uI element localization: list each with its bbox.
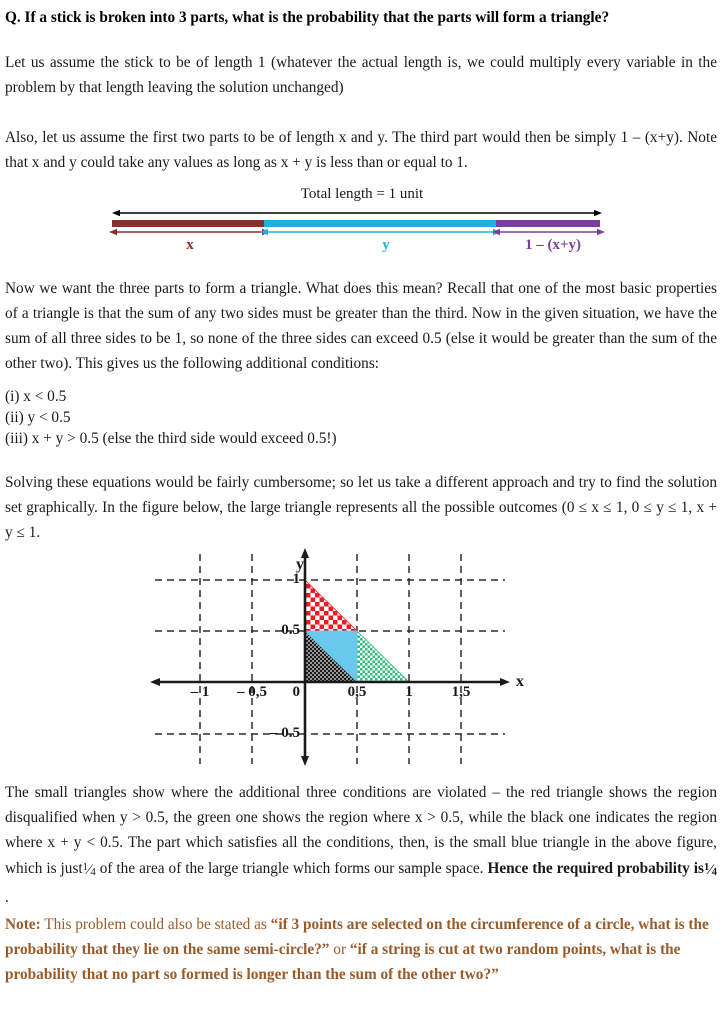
x-tick-label-1: 1 bbox=[405, 684, 413, 700]
paragraph-5-part-2: of the area of the large triangle which forms our sample space. bbox=[99, 860, 484, 877]
paragraph-2: Also, let us assume the first two parts to be of length x and y. The third part would then be simply 1 – (x+y). Note that x and y could take any values as long as x + y is less than or equal to 1. bbox=[5, 129, 717, 171]
note-quote-2: “if a string is cut at two random points, what is the probability that no part so formed is longer than the sum of the other two?” bbox=[5, 941, 681, 983]
region-red-triangle bbox=[305, 580, 357, 631]
fraction-numerator-2: 1 bbox=[704, 862, 710, 873]
paragraph-4-block bbox=[5, 470, 717, 545]
conditions-list bbox=[5, 386, 505, 449]
question-text: Q. If a stick is broken into 3 parts, what is the probability that the parts will form a triangle? bbox=[5, 9, 610, 26]
y-tick-label-1: 1 bbox=[292, 571, 300, 587]
note-label: Note: bbox=[5, 916, 41, 933]
y-tick-label-0: 0 bbox=[292, 684, 300, 700]
stick-diagram-svg bbox=[0, 207, 724, 267]
condition-ii: (ii) y < 0.5 bbox=[5, 409, 71, 426]
y-tick-label-neg-0-5: – 0.5 bbox=[270, 725, 300, 741]
stick-bar-y bbox=[264, 220, 496, 227]
paragraph-5-bold: Hence the required probability is bbox=[487, 860, 704, 877]
paragraph-3: Now we want the three parts to form a triangle. What does this mean? Recall that one of the most basic properties of a triangle is that the sum of any two sides must be greater than the third. Now in the given situation, we have the sum of all three sides to be 1, so none of the three sides can exceed 0.5 (else it would be greater than the sum of the other two). This gives us the following additional conditions: bbox=[5, 280, 717, 372]
y-tick-label-0-5: 0.5 bbox=[281, 622, 300, 638]
region-green-triangle bbox=[357, 631, 409, 682]
condition-iii: (iii) x + y > 0.5 (else the third side would exceed 0.5!) bbox=[5, 430, 337, 447]
x-tick-label-1-5: 1,5 bbox=[451, 684, 471, 700]
stick-diagram-figure bbox=[0, 186, 724, 262]
x-tick-label-neg-0-5: – 0,5 bbox=[237, 684, 267, 700]
segment-label-x: x bbox=[186, 237, 194, 253]
note-text-1: This problem could also be stated as bbox=[40, 916, 271, 933]
condition-i: (i) x < 0.5 bbox=[5, 388, 67, 405]
paragraph-3-block bbox=[5, 276, 717, 376]
paragraph-5 bbox=[5, 780, 717, 910]
fraction-denominator-2: 4 bbox=[711, 867, 718, 878]
segment-label-remainder: 1 – (x+y) bbox=[524, 237, 582, 253]
probability-graph-figure bbox=[0, 548, 724, 770]
question-heading bbox=[5, 8, 719, 28]
fraction-one-quarter-1: $^1⁄_4$ bbox=[82, 862, 96, 878]
paragraph-4: Solving these equations would be fairly cumbersome; so let us take a different approach and try to find the solution set graphically. In the figure below, the large triangle represents all the possible outcomes (0 ≤ x ≤ 1, 0 ≤ y ≤ 1, x + y ≤ 1. bbox=[5, 474, 717, 541]
paragraph-1: Let us assume the stick to be of length 1 (whatever the actual length is, we could multiply every variable in the problem by that length leaving the solution unchanged) bbox=[5, 54, 717, 96]
x-tick-label-neg-1: – 1 bbox=[190, 684, 210, 700]
note-block bbox=[5, 912, 717, 987]
segment-label-y: y bbox=[382, 237, 390, 253]
paragraph-2-block bbox=[5, 125, 717, 175]
y-axis-label: y bbox=[296, 556, 304, 573]
x-tick-label-0-5: 0,5 bbox=[347, 684, 367, 700]
paragraph-5-part-1: The small triangles show where the additional three conditions are violated – the red triangle shows the region disqualified when y > 0.5, the green one shows the region where x > 0.5, while the black one indicates the region where x + y < 0.5. The part which satisfies all the conditions, then, is the small blue triangle in the above figure, which is just bbox=[5, 784, 717, 877]
stick-bar-remainder bbox=[496, 220, 600, 227]
stick-bar-x bbox=[112, 220, 264, 227]
paragraph-5-period: . bbox=[5, 889, 9, 906]
fraction-numerator: 1 bbox=[82, 862, 88, 873]
x-axis-label: x bbox=[516, 673, 524, 690]
fraction-one-quarter-2: $^1⁄_4$ bbox=[704, 862, 718, 878]
graph-svg bbox=[0, 548, 724, 770]
paragraph-5-block bbox=[5, 780, 717, 910]
paragraph-1-block bbox=[5, 50, 717, 100]
note-quote-1: “if 3 points are selected on the circumference of a circle, what is the probability that they lie on the same semi-circle?” bbox=[5, 916, 709, 958]
fraction-denominator: 4 bbox=[90, 867, 96, 878]
note-text-2: or bbox=[329, 941, 350, 958]
stick-diagram-caption: Total length = 1 unit bbox=[300, 186, 424, 202]
note-paragraph bbox=[5, 912, 717, 987]
